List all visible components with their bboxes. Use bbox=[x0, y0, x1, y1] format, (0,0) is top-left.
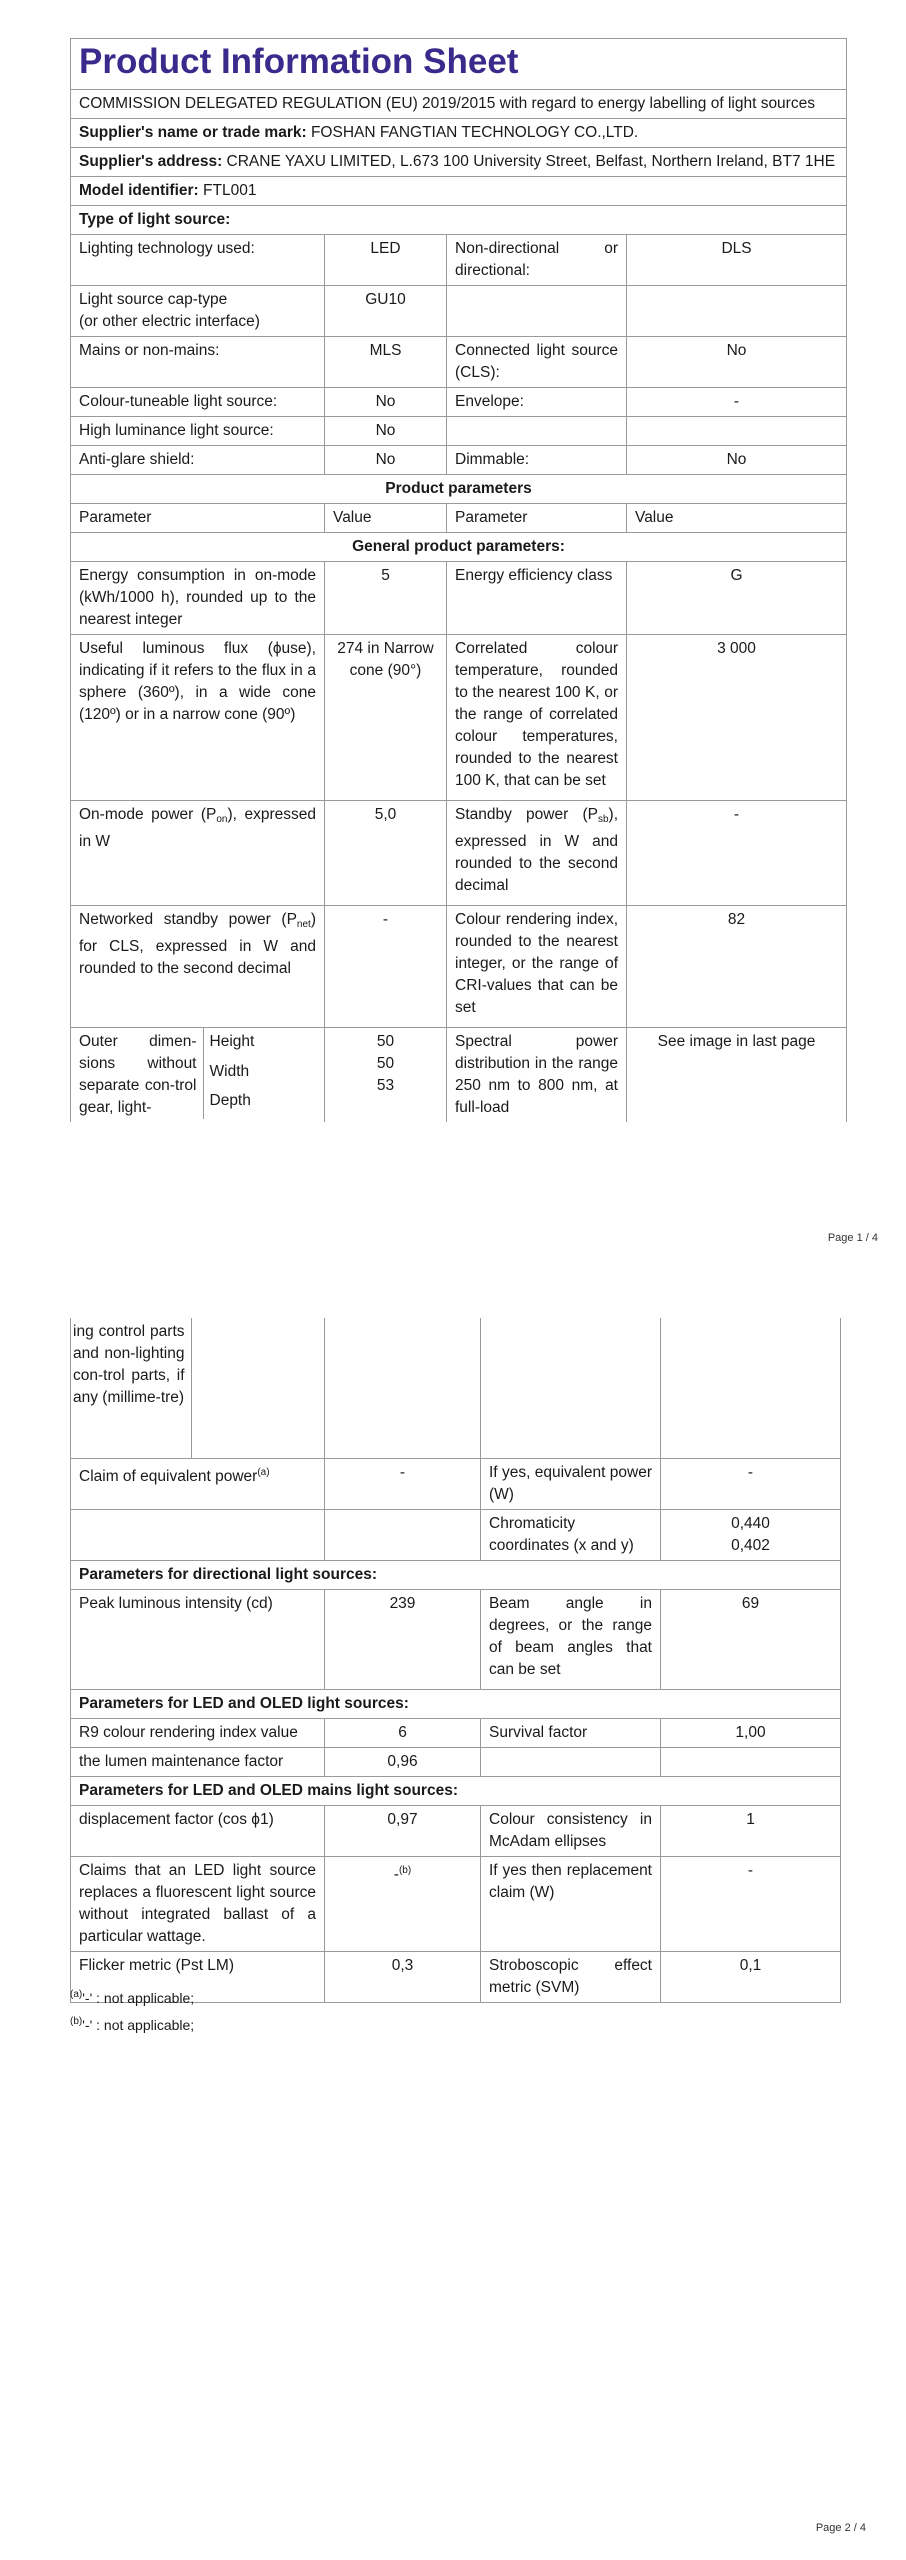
footnote-a bbox=[70, 1985, 194, 2008]
page-number: Page 2 / 4 bbox=[815, 2522, 866, 2534]
survival-value: 1,00 bbox=[661, 1719, 841, 1748]
on-mode-power-value: 5,0 bbox=[325, 801, 447, 906]
supplier-name: FOSHAN FANGTIAN TECHNOLOGY CO.,LTD. bbox=[310, 124, 639, 141]
colour-tuneable-label: Colour-tuneable light source: bbox=[71, 388, 325, 417]
stroboscopic-value: 0,1 bbox=[661, 1952, 841, 2003]
model-identifier: FTL001 bbox=[203, 182, 257, 199]
led-mains-heading: Parameters for LED and OLED mains light sources: bbox=[71, 1777, 841, 1806]
networked-standby-label-a: Networked standby power (P bbox=[79, 911, 297, 928]
lumen-maintenance-label: the lumen maintenance factor bbox=[71, 1748, 325, 1777]
envelope-label: Envelope: bbox=[447, 388, 627, 417]
empty-cell bbox=[191, 1318, 324, 1458]
chromaticity-label: Chromaticity coordinates (x and y) bbox=[481, 1510, 661, 1561]
product-parameters-heading: Product parameters bbox=[71, 475, 847, 504]
peak-intensity-value: 239 bbox=[325, 1590, 481, 1690]
fluorescent-claim-dash: - bbox=[393, 1866, 399, 1883]
empty-cell bbox=[481, 1748, 661, 1777]
depth-label: Depth bbox=[203, 1090, 324, 1119]
width-label: Width bbox=[203, 1061, 324, 1090]
cap-type-label-line1: Light source cap-type bbox=[79, 291, 228, 308]
anti-glare-label: Anti-glare shield: bbox=[71, 446, 325, 475]
standby-power-label-b: ), expressed in W and rounded to the second decimal bbox=[455, 806, 618, 894]
colour-consistency-label: Colour consistency in McAdam ellipses bbox=[481, 1806, 661, 1857]
cap-type-label-line2: (or other electric interface) bbox=[79, 313, 260, 330]
chromaticity-y: 0,402 bbox=[731, 1537, 770, 1554]
supplier-address-row bbox=[71, 148, 847, 177]
on-mode-power-label-a: On-mode power (P bbox=[79, 806, 217, 823]
equivalent-claim-label bbox=[71, 1459, 325, 1510]
fluorescent-claim-sup: (b) bbox=[398, 1865, 412, 1876]
page-number: Page 1 / 4 bbox=[827, 1232, 878, 1244]
beam-angle-label: Beam angle in degrees, or the range of beam angles that can be set bbox=[481, 1590, 661, 1690]
cap-type-label bbox=[71, 286, 325, 337]
survival-label: Survival factor bbox=[481, 1719, 661, 1748]
supplier-address-label: Supplier's address: bbox=[79, 153, 223, 170]
luminous-flux-label: Useful luminous flux (ϕuse), indicating if it refers to the flux in a sphere (360º), in a wide cone (120º) or in a narrow cone (90º) bbox=[71, 635, 325, 801]
supplier-name-label: Supplier's name or trade mark: bbox=[79, 124, 307, 141]
spectral-distribution-value: See image in last page bbox=[627, 1028, 847, 1123]
envelope-value: - bbox=[627, 388, 847, 417]
col-parameter-header: Parameter bbox=[447, 504, 627, 533]
standby-power-label-a: Standby power (P bbox=[455, 806, 598, 823]
mains-value: MLS bbox=[325, 337, 447, 388]
footnote-b-mark: (b) bbox=[70, 2016, 83, 2027]
on-mode-power-sub: on bbox=[216, 814, 228, 825]
regulation-text: COMMISSION DELEGATED REGULATION (EU) 2019/2015 with regard to energy labelling of light sources bbox=[71, 90, 847, 119]
directional-value: DLS bbox=[627, 235, 847, 286]
page-1 bbox=[70, 38, 846, 1122]
displacement-factor-value: 0,97 bbox=[325, 1806, 481, 1857]
chromaticity-value bbox=[661, 1510, 841, 1561]
general-parameters-heading: General product parameters: bbox=[71, 533, 847, 562]
replacement-claim-label: If yes then replacement claim (W) bbox=[481, 1857, 661, 1952]
replacement-claim-value: - bbox=[661, 1857, 841, 1952]
empty-cell bbox=[447, 417, 627, 446]
cri-value: 82 bbox=[627, 906, 847, 1028]
anti-glare-value: No bbox=[325, 446, 447, 475]
col-value-header: Value bbox=[627, 504, 847, 533]
model-row bbox=[71, 177, 847, 206]
col-value-header: Value bbox=[325, 504, 447, 533]
empty-cell bbox=[627, 286, 847, 337]
empty-cell bbox=[481, 1318, 661, 1459]
empty-cell bbox=[661, 1318, 841, 1459]
supplier-name-row bbox=[71, 119, 847, 148]
cct-label: Correlated colour temperature, rounded to the nearest 100 K, or the range of correlated colour temperatures, rounded to the nearest 100 K, that can be set bbox=[447, 635, 627, 801]
equivalent-claim-sup: (a) bbox=[257, 1467, 270, 1478]
high-luminance-label: High luminance light source: bbox=[71, 417, 325, 446]
info-sheet-table-continued bbox=[70, 1318, 841, 2003]
height-label: Height bbox=[203, 1028, 324, 1061]
dimensions-inner-table-continued bbox=[71, 1318, 324, 1458]
equivalent-claim-text: Claim of equivalent power bbox=[79, 1468, 258, 1485]
outer-dimensions-cell-continued bbox=[71, 1318, 325, 1459]
standby-power-value: - bbox=[627, 801, 847, 906]
supplier-address: CRANE YAXU LIMITED, L.673 100 University Street, Belfast, Northern Ireland, BT7 1HE bbox=[226, 153, 836, 170]
displacement-factor-label: displacement factor (cos ϕ1) bbox=[71, 1806, 325, 1857]
cls-value: No bbox=[627, 337, 847, 388]
empty-cell bbox=[447, 286, 627, 337]
empty-cell bbox=[325, 1510, 481, 1561]
colour-tuneable-value: No bbox=[325, 388, 447, 417]
networked-standby-value: - bbox=[325, 906, 447, 1028]
energy-class-label: Energy efficiency class bbox=[447, 562, 627, 635]
height-value: 50 bbox=[376, 1033, 395, 1050]
empty-cell bbox=[661, 1748, 841, 1777]
footnote-b-text: '-' : not applicable; bbox=[82, 2017, 195, 2033]
directional-heading: Parameters for directional light sources: bbox=[71, 1561, 841, 1590]
outer-dimensions-label: Outer dimen-sions without separate con-trol gear, light- bbox=[79, 1033, 197, 1116]
colour-consistency-value: 1 bbox=[661, 1806, 841, 1857]
chromaticity-x: 0,440 bbox=[731, 1515, 770, 1532]
cri-label: Colour rendering index, rounded to the nearest integer, or the range of CRI-values that can be set bbox=[447, 906, 627, 1028]
flicker-metric-label: Flicker metric (Pst LM) bbox=[71, 1952, 325, 2003]
networked-standby-sub: net bbox=[296, 919, 311, 930]
empty-cell bbox=[325, 1318, 481, 1459]
dimmable-value: No bbox=[627, 446, 847, 475]
energy-class-value: G bbox=[627, 562, 847, 635]
outer-dimensions-label-continued: ing control parts and non-lighting con-trol parts, if any (millime-tre) bbox=[73, 1323, 185, 1406]
width-value: 50 bbox=[376, 1055, 395, 1072]
cct-value: 3 000 bbox=[627, 635, 847, 801]
empty-cell bbox=[71, 1510, 325, 1561]
cls-label: Connected light source (CLS): bbox=[447, 337, 627, 388]
tech-label: Lighting technology used: bbox=[71, 235, 325, 286]
flicker-metric-value: 0,3 bbox=[325, 1952, 481, 2003]
on-mode-power-label bbox=[71, 801, 325, 906]
stroboscopic-label: Stroboscopic effect metric (SVM) bbox=[481, 1952, 661, 2003]
cap-type-value: GU10 bbox=[325, 286, 447, 337]
model-label: Model identifier: bbox=[79, 182, 199, 199]
energy-consumption-value: 5 bbox=[325, 562, 447, 635]
depth-value: 53 bbox=[376, 1077, 395, 1094]
footnote-a-text: '-' : not applicable; bbox=[82, 1990, 195, 2006]
high-luminance-value: No bbox=[325, 417, 447, 446]
tech-value: LED bbox=[325, 235, 447, 286]
dimmable-label: Dimmable: bbox=[447, 446, 627, 475]
beam-angle-value: 69 bbox=[661, 1590, 841, 1690]
page-title: Product Information Sheet bbox=[71, 39, 847, 90]
equivalent-claim-value: - bbox=[325, 1459, 481, 1510]
r9-value: 6 bbox=[325, 1719, 481, 1748]
on-mode-power-label-b: ), expressed in W bbox=[79, 806, 316, 850]
standby-power-sub: sb bbox=[597, 814, 609, 825]
spectral-distribution-label: Spectral power distribution in the range 250 nm to 800 nm, at full-load bbox=[447, 1028, 627, 1123]
directional-label: Non-directional or directional: bbox=[447, 235, 627, 286]
footnote-a-mark: (a) bbox=[70, 1989, 83, 2000]
info-sheet-table bbox=[70, 38, 847, 1122]
r9-label: R9 colour rendering index value bbox=[71, 1719, 325, 1748]
equivalent-power-value: - bbox=[661, 1459, 841, 1510]
empty-cell bbox=[627, 417, 847, 446]
networked-standby-label bbox=[71, 906, 325, 1028]
dimensions-inner-table bbox=[71, 1028, 324, 1119]
peak-intensity-label: Peak luminous intensity (cd) bbox=[71, 1590, 325, 1690]
lumen-maintenance-value: 0,96 bbox=[325, 1748, 481, 1777]
outer-dimensions-cell bbox=[71, 1028, 325, 1123]
mains-label: Mains or non-mains: bbox=[71, 337, 325, 388]
col-parameter-header: Parameter bbox=[71, 504, 325, 533]
fluorescent-claim-value bbox=[325, 1857, 481, 1952]
standby-power-label bbox=[447, 801, 627, 906]
equivalent-power-label: If yes, equivalent power (W) bbox=[481, 1459, 661, 1510]
page-2 bbox=[70, 1318, 840, 2003]
dimensions-values bbox=[325, 1028, 447, 1123]
footnote-b bbox=[70, 2012, 194, 2035]
led-heading: Parameters for LED and OLED light sources: bbox=[71, 1690, 841, 1719]
networked-standby-label-b: ) for CLS, expressed in W and rounded to the second decimal bbox=[79, 911, 316, 977]
type-of-light-source-heading: Type of light source: bbox=[71, 206, 847, 235]
luminous-flux-value: 274 in Narrow cone (90°) bbox=[325, 635, 447, 801]
energy-consumption-label: Energy consumption in on-mode (kWh/1000 h), rounded up to the nearest integer bbox=[71, 562, 325, 635]
fluorescent-claim-label: Claims that an LED light source replaces a fluorescent light source without integrated ballast of a particular wattage. bbox=[71, 1857, 325, 1952]
